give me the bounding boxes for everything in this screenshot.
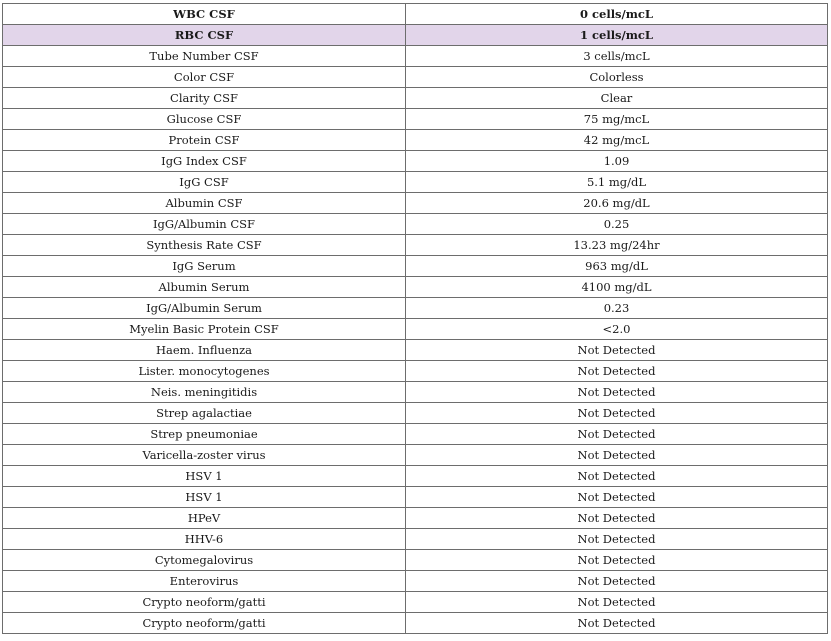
table-row xyxy=(3,46,828,67)
result-value-cell: Colorless xyxy=(406,67,828,88)
table-row xyxy=(3,571,828,592)
result-value-cell: 3 cells/mcL xyxy=(406,46,828,67)
result-value-cell: Not Detected xyxy=(406,382,828,403)
test-name-cell: Synthesis Rate CSF xyxy=(3,235,406,256)
table-row xyxy=(3,445,828,466)
result-value-cell: 75 mg/mcL xyxy=(406,109,828,130)
result-value-cell: Not Detected xyxy=(406,529,828,550)
result-value-cell: Not Detected xyxy=(406,340,828,361)
table-row xyxy=(3,256,828,277)
test-name-cell: Crypto neoform/gatti xyxy=(3,592,406,613)
result-value-cell: Clear xyxy=(406,88,828,109)
test-name-cell: IgG/Albumin CSF xyxy=(3,214,406,235)
table-row xyxy=(3,67,828,88)
table-row xyxy=(3,613,828,634)
test-name-cell: Crypto neoform/gatti xyxy=(3,613,406,634)
test-name-cell: Haem. Influenza xyxy=(3,340,406,361)
table-body xyxy=(3,4,828,634)
table-row xyxy=(3,88,828,109)
result-value-cell: Not Detected xyxy=(406,424,828,445)
result-value-cell: Not Detected xyxy=(406,445,828,466)
test-name-cell: IgG/Albumin Serum xyxy=(3,298,406,319)
table-row xyxy=(3,466,828,487)
result-value-cell: Not Detected xyxy=(406,550,828,571)
result-value-cell: 42 mg/mcL xyxy=(406,130,828,151)
table-row xyxy=(3,382,828,403)
table-row xyxy=(3,172,828,193)
table-row xyxy=(3,340,828,361)
csf-lab-results-table xyxy=(2,3,828,634)
test-name-cell: Cytomegalovirus xyxy=(3,550,406,571)
result-value-cell: Not Detected xyxy=(406,487,828,508)
result-value-cell: 4100 mg/dL xyxy=(406,277,828,298)
table-row xyxy=(3,235,828,256)
test-name-cell: Albumin Serum xyxy=(3,277,406,298)
table-row xyxy=(3,298,828,319)
table-row xyxy=(3,277,828,298)
table-row xyxy=(3,214,828,235)
test-name-cell: Neis. meningitidis xyxy=(3,382,406,403)
test-name-cell: IgG Index CSF xyxy=(3,151,406,172)
test-name-cell: HSV 1 xyxy=(3,466,406,487)
test-name-cell: Enterovirus xyxy=(3,571,406,592)
test-name-cell: Varicella-zoster virus xyxy=(3,445,406,466)
test-name-cell: HHV-6 xyxy=(3,529,406,550)
test-name-cell: Lister. monocytogenes xyxy=(3,361,406,382)
table-row xyxy=(3,424,828,445)
table-row xyxy=(3,550,828,571)
result-value-cell: 0 cells/mcL xyxy=(406,4,828,25)
test-name-cell: Color CSF xyxy=(3,67,406,88)
table-row xyxy=(3,109,828,130)
test-name-cell: IgG CSF xyxy=(3,172,406,193)
table-row xyxy=(3,130,828,151)
test-name-cell: HSV 1 xyxy=(3,487,406,508)
table-row xyxy=(3,487,828,508)
test-name-cell: Tube Number CSF xyxy=(3,46,406,67)
table-row xyxy=(3,151,828,172)
result-value-cell: 0.25 xyxy=(406,214,828,235)
result-value-cell: 1.09 xyxy=(406,151,828,172)
result-value-cell: Not Detected xyxy=(406,613,828,634)
table-row xyxy=(3,361,828,382)
result-value-cell: 5.1 mg/dL xyxy=(406,172,828,193)
table-row xyxy=(3,508,828,529)
test-name-cell: WBC CSF xyxy=(3,4,406,25)
test-name-cell: Glucose CSF xyxy=(3,109,406,130)
result-value-cell: 13.23 mg/24hr xyxy=(406,235,828,256)
test-name-cell: Strep pneumoniae xyxy=(3,424,406,445)
test-name-cell: Protein CSF xyxy=(3,130,406,151)
table-row xyxy=(3,193,828,214)
header-row xyxy=(3,4,828,25)
table-row xyxy=(3,403,828,424)
test-name-cell: RBC CSF xyxy=(3,25,406,46)
result-value-cell: <2.0 xyxy=(406,319,828,340)
lab-results-table-container xyxy=(2,3,827,634)
result-value-cell: Not Detected xyxy=(406,508,828,529)
test-name-cell: IgG Serum xyxy=(3,256,406,277)
result-value-cell: Not Detected xyxy=(406,571,828,592)
test-name-cell: Albumin CSF xyxy=(3,193,406,214)
result-value-cell: 1 cells/mcL xyxy=(406,25,828,46)
result-value-cell: 20.6 mg/dL xyxy=(406,193,828,214)
table-row xyxy=(3,592,828,613)
result-value-cell: Not Detected xyxy=(406,403,828,424)
table-row xyxy=(3,319,828,340)
result-value-cell: 0.23 xyxy=(406,298,828,319)
result-value-cell: Not Detected xyxy=(406,361,828,382)
result-value-cell: Not Detected xyxy=(406,592,828,613)
test-name-cell: HPeV xyxy=(3,508,406,529)
test-name-cell: Myelin Basic Protein CSF xyxy=(3,319,406,340)
result-value-cell: 963 mg/dL xyxy=(406,256,828,277)
test-name-cell: Clarity CSF xyxy=(3,88,406,109)
result-value-cell: Not Detected xyxy=(406,466,828,487)
table-row xyxy=(3,529,828,550)
test-name-cell: Strep agalactiae xyxy=(3,403,406,424)
header-row xyxy=(3,25,828,46)
